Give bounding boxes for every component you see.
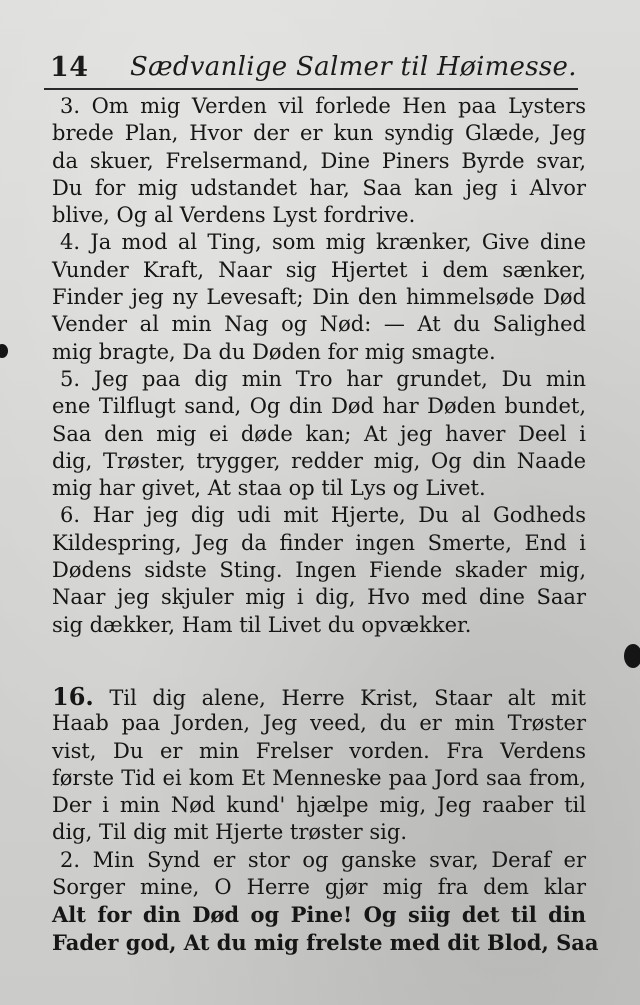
page-text: [52, 93, 599, 956]
text-line: Alt for din Død og Pine! Og siig det til din: [52, 902, 586, 928]
text-line: blive, Og al Verdens Lyst fordrive.: [52, 203, 416, 228]
ink-smudge-right: [624, 644, 640, 668]
text-line: dig, Trøster, trygger, redder mig, Og din Naade: [52, 448, 586, 473]
text-line: første Tid ei kom Et Menneske paa Jord saa from,: [52, 765, 586, 790]
text-line: brede Plan, Hvor der er kun syndig Glæde, Jeg: [52, 121, 586, 146]
text-line: 4. Ja mod al Ting, som mig krænker, Give dine: [60, 230, 586, 255]
text-line: mig bragte, Da du Døden for mig smagte.: [52, 339, 496, 364]
text-line: ene Tilflugt sand, Og din Død har Døden bundet,: [52, 394, 586, 419]
text-line: 6. Har jeg dig udi mit Hjerte, Du al Godheds: [60, 503, 586, 528]
text-line: da skuer, Frelsermand, Dine Piners Byrde svar,: [52, 148, 586, 173]
text-line: mig har givet, At staa op til Lys og Livet.: [52, 476, 486, 501]
hymn-16-first-line: [52, 683, 586, 710]
hymn-number: 16.: [52, 681, 94, 711]
text-line: 5. Jeg paa dig min Tro har grundet, Du min: [60, 366, 586, 391]
text-line: Vunder Kraft, Naar sig Hjertet i dem sænker,: [52, 257, 586, 282]
running-head: Sædvanlige Salmer til Høimesse.: [130, 52, 577, 82]
text-line: 3. Om mig Verden vil forlede Hen paa Lysters: [60, 94, 586, 118]
text-line: Finder jeg ny Levesaft; Din den himmelsøde Død: [52, 285, 586, 310]
text-line: 2. Min Synd er stor og ganske svar, Deraf er: [60, 847, 586, 872]
text-line: Du for mig udstandet har, Saa kan jeg i Alvor: [52, 175, 586, 200]
text-line: Kildespring, Jeg da finder ingen Smerte, End i: [52, 530, 586, 555]
hymn-separator: [52, 639, 586, 683]
page-number: 14: [50, 52, 89, 83]
hymn-first-line-text: Til dig alene, Herre Krist, Staar alt mit: [109, 685, 586, 710]
text-line: Fader god, At du mig frelste med dit Blod, Saa: [52, 929, 599, 955]
text-line: dig, Til dig mit Hjerte trøster sig.: [52, 820, 408, 845]
ink-smudge-left: [0, 344, 8, 358]
text-line: Dødens sidste Sting. Ingen Fiende skader mig,: [52, 558, 586, 583]
text-line: vist, Du er min Frelser vorden. Fra Verdens: [52, 738, 586, 763]
text-line: Naar jeg skjuler mig i dig, Hvo med dine Saar: [52, 585, 586, 610]
page-header: [44, 50, 578, 86]
text-line: Saa den mig ei døde kan; At jeg haver Deel i: [52, 421, 586, 446]
text-line: sig dækker, Ham til Livet du opvækker.: [52, 612, 472, 637]
text-line: Vender al min Nag og Nød: — At du Salighed: [52, 312, 586, 337]
text-line: Der i min Nød kund' hjælpe mig, Jeg raaber til: [52, 793, 586, 818]
text-line: Haab paa Jorden, Jeg veed, du er min Trøster: [52, 711, 586, 736]
header-rule: [44, 88, 578, 90]
text-line: Sorger mine, O Herre gjør mig fra dem klar: [52, 875, 586, 900]
